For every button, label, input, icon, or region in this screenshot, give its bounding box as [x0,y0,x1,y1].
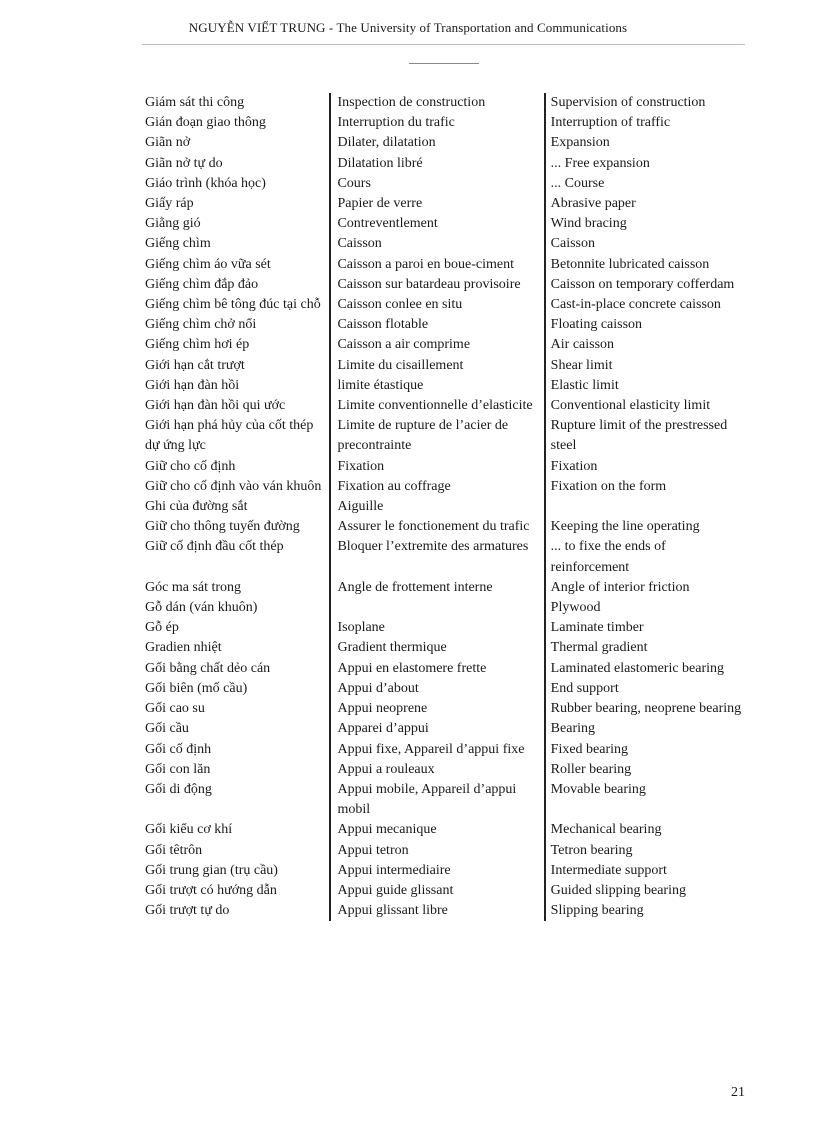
term-french: Aiguille [329,497,543,517]
term-french: Angle de frottement interne [329,578,543,598]
term-vietnamese: Giằng gió [145,216,201,232]
table-row [145,416,745,456]
term-french: Appui mobile, Appareil d’appui mobil [329,780,543,820]
term-french: Appui en elastomere frette [329,659,543,679]
header-dash [409,63,479,64]
table-row [145,598,745,618]
term-french: Dilatation libré [329,154,543,174]
table-row [145,740,745,760]
header-institution: The University of Transportation and Communications [336,20,628,35]
term-french: Appui intermediaire [329,861,543,881]
term-french: limite étastique [329,376,543,396]
table-row [145,335,745,355]
term-english: End support [544,679,745,699]
term-vietnamese: Gối trượt tự do [145,903,230,919]
table-row [145,93,745,113]
term-vietnamese: Giếng chìm chở nổi [145,317,257,333]
term-french: Cours [329,174,543,194]
term-french: Appui fixe, Appareil d’appui fixe [329,740,543,760]
header-rule [142,44,745,45]
term-french: Caisson sur batardeau provisoire [329,275,543,295]
term-french: Gradient thermique [329,638,543,658]
term-english: Laminated elastomeric bearing [544,659,745,679]
term-french: Limite conventionnelle d’elasticite [329,396,543,416]
table-row [145,477,745,497]
glossary-table [145,93,745,921]
table-row [145,113,745,133]
term-vietnamese: Giữ cho cố định vào ván khuôn [145,478,322,494]
term-vietnamese: Gối trượt có hướng dẫn [145,882,277,898]
term-english: Rupture limit of the prestressed steel [544,416,745,456]
term-english: Conventional elasticity limit [544,396,745,416]
term-vietnamese: Giới hạn cắt trượt [145,357,245,373]
term-vietnamese: Giếng chìm bê tông đúc tại chỗ [145,297,321,313]
term-vietnamese: Gối biên (mố cầu) [145,680,248,696]
table-row [145,457,745,477]
term-vietnamese: Giấy ráp [145,196,194,212]
term-french: Caisson a air comprime [329,335,543,355]
table-row [145,760,745,780]
term-english: Movable bearing [544,780,745,820]
header-separator: - [325,20,337,35]
term-french: Caisson flotable [329,315,543,335]
term-english: Supervision of construction [544,93,745,113]
table-row [145,133,745,153]
term-french: Inspection de construction [329,93,543,113]
term-french: Caisson conlee en situ [329,295,543,315]
term-french: Isoplane [329,618,543,638]
term-english: Fixation [544,457,745,477]
term-french: Appui tetron [329,841,543,861]
term-english: Angle of interior friction [544,578,745,598]
term-english: Floating caisson [544,315,745,335]
table-row [145,780,745,820]
term-vietnamese: Giếng chìm áo vữa sét [145,256,271,272]
term-english: Keeping the line operating [544,517,745,537]
term-english: Plywood [544,598,745,618]
term-french: Apparei d’appui [329,719,543,739]
term-vietnamese: Ghi của đường sắt [145,499,248,515]
term-french: Limite du cisaillement [329,356,543,376]
term-english: Thermal gradient [544,638,745,658]
term-english: Slipping bearing [544,901,745,921]
term-vietnamese: Gối kiểu cơ khí [145,822,233,838]
table-row [145,275,745,295]
table-row [145,255,745,275]
table-row [145,174,745,194]
table-row [145,861,745,881]
term-english: Betonnite lubricated caisson [544,255,745,275]
term-vietnamese: Gối trung gian (trụ cầu) [145,862,278,878]
table-row [145,659,745,679]
term-vietnamese: Gối con lăn [145,761,211,777]
term-vietnamese: Giếng chìm hơi ép [145,337,250,353]
term-french: Limite de rupture de l’acier de precontrainte [329,416,543,456]
table-row [145,578,745,598]
term-french [329,598,543,618]
term-vietnamese: Giếng chìm đắp đảo [145,276,259,292]
term-french: Contreventlement [329,214,543,234]
term-french: Appui mecanique [329,820,543,840]
term-vietnamese: Giữ cho thông tuyến đường [145,519,300,535]
term-vietnamese: Gối di động [145,781,212,797]
term-vietnamese: Giới hạn đàn hồi [145,377,240,393]
table-row [145,719,745,739]
term-vietnamese: Giám sát thi công [145,95,245,110]
term-french: Assurer le fonctionement du trafic [329,517,543,537]
table-row [145,154,745,174]
term-english: Interruption of traffic [544,113,745,133]
term-vietnamese: Gradien nhiệt [145,640,222,656]
term-french: Bloquer l’extremite des armatures [329,537,543,577]
page-number: 21 [731,1085,745,1100]
term-french: Papier de verre [329,194,543,214]
term-vietnamese: Giới hạn phá hủy của cốt thép dự ứng lực [145,418,314,454]
table-row [145,638,745,658]
term-vietnamese: Giữ cho cố định [145,458,236,474]
table-row [145,295,745,315]
table-row [145,497,745,517]
term-french: Caisson [329,234,543,254]
table-row [145,679,745,699]
term-english: Fixed bearing [544,740,745,760]
term-english: Bearing [544,719,745,739]
table-row [145,841,745,861]
term-french: Dilater, dilatation [329,133,543,153]
term-english: Guided slipping bearing [544,881,745,901]
term-english: Rubber bearing, neoprene bearing [544,699,745,719]
table-row [145,194,745,214]
term-english [544,497,745,517]
table-row [145,517,745,537]
term-vietnamese: Giếng chìm [145,236,211,252]
table-row [145,820,745,840]
term-english: Tetron bearing [544,841,745,861]
term-english: Air caisson [544,335,745,355]
term-french: Appui neoprene [329,699,543,719]
term-vietnamese: Giãn nở [145,135,191,151]
term-vietnamese: Gối bằng chất dẻo cán [145,660,271,676]
term-english: Wind bracing [544,214,745,234]
table-row [145,618,745,638]
term-french: Interruption du trafic [329,113,543,133]
term-vietnamese: Gối cầu [145,721,189,737]
term-english: Caisson [544,234,745,254]
term-vietnamese: Gối têtrôn [145,842,203,858]
term-english: Roller bearing [544,760,745,780]
term-vietnamese: Gián đoạn giao thông [145,115,266,131]
term-english: ... Course [544,174,745,194]
term-vietnamese: Giãn nở tự do [145,155,223,171]
table-row [145,234,745,254]
term-vietnamese: Giáo trình (khóa học) [145,175,266,191]
term-english: Fixation on the form [544,477,745,497]
term-english: ... Free expansion [544,154,745,174]
term-vietnamese: Góc ma sát trong [145,579,242,595]
term-french: Appui d’about [329,679,543,699]
table-row [145,537,745,577]
term-english: Caisson on temporary cofferdam [544,275,745,295]
term-vietnamese: Gối cố định [145,741,212,757]
header-author: NGUYỄN VIẾT TRUNG [188,20,326,35]
term-french: Appui a rouleaux [329,760,543,780]
term-english: Cast-in-place concrete caisson [544,295,745,315]
term-english: Abrasive paper [544,194,745,214]
table-row [145,901,745,921]
term-english: Intermediate support [544,861,745,881]
term-english: Laminate timber [544,618,745,638]
term-french: Fixation au coffrage [329,477,543,497]
term-french: Appui guide glissant [329,881,543,901]
term-french: Appui glissant libre [329,901,543,921]
term-vietnamese: Gỗ dán (ván khuôn) [145,600,258,616]
table-row [145,376,745,396]
page-header [0,20,816,36]
term-french: Fixation [329,457,543,477]
term-vietnamese: Gỗ ép [145,620,179,636]
term-english: Mechanical bearing [544,820,745,840]
term-french: Caisson a paroi en boue-ciment [329,255,543,275]
term-english: Shear limit [544,356,745,376]
term-vietnamese: Giữ cố định đầu cốt thép [145,539,284,555]
term-vietnamese: Gối cao su [145,701,205,717]
table-row [145,881,745,901]
table-row [145,214,745,234]
term-english: Elastic limit [544,376,745,396]
term-english: ... to fixe the ends of reinforcement [544,537,745,577]
table-row [145,396,745,416]
table-row [145,699,745,719]
table-row [145,356,745,376]
term-english: Expansion [544,133,745,153]
term-vietnamese: Giới hạn đàn hồi qui ước [145,398,286,414]
table-row [145,315,745,335]
